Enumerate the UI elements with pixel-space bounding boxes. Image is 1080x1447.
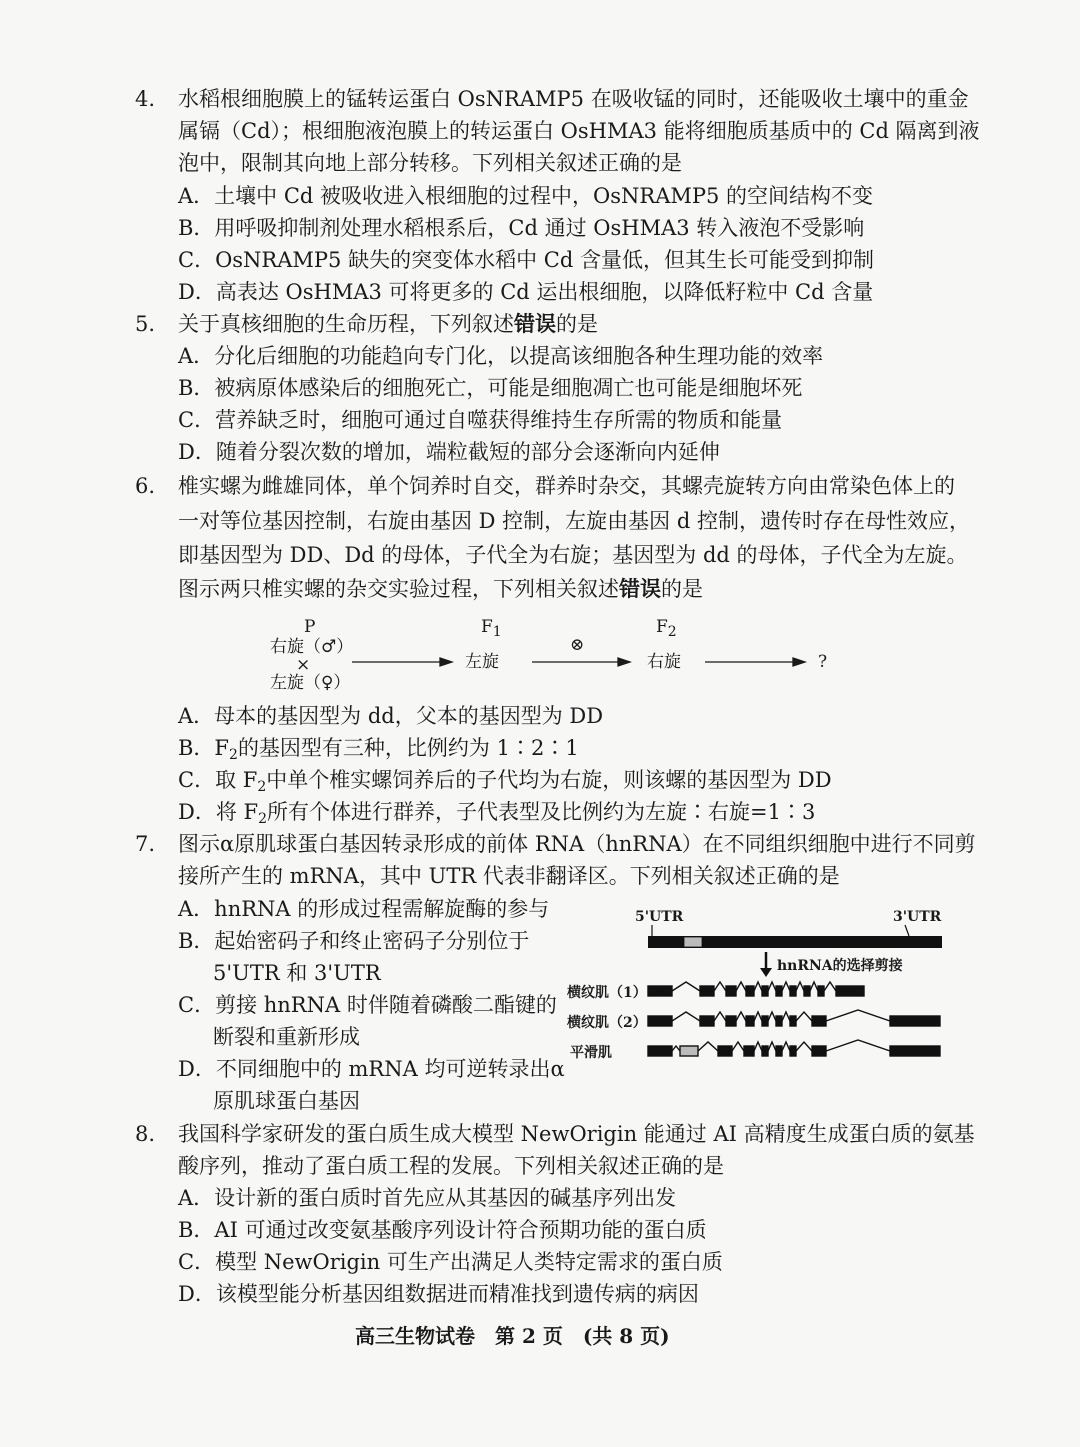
- q4-option-c: C．OsNRAMP5 缺失的突变体水稻中 Cd 含量低，但其生长可能受到抑制: [178, 248, 874, 272]
- q4-option-d: D．高表达 OsHMA3 可将更多的 Cd 运出根细胞，以降低籽粒中 Cd 含量: [178, 280, 874, 304]
- q6-option-c-text: 中单个椎实螺饲养后的子代均为右旋，则该螺的基因型为 DD: [266, 768, 832, 792]
- q8-option-c: C．模型 NewOrigin 可生产出满足人类特定需求的蛋白质: [178, 1250, 723, 1274]
- q6-option-c-subscript: 2: [257, 779, 267, 795]
- q7-row-2-mrna: [648, 1010, 940, 1026]
- q6-f2-letter: F: [656, 617, 668, 637]
- q7-option-b-continued: 5'UTR 和 3'UTR: [213, 961, 381, 985]
- q7-option-d: D．不同细胞中的 mRNA 均可逆转录出α: [178, 1057, 565, 1081]
- q6-stem-line-3: 即基因型为 DD、Dd 的母体，子代全为右旋；基因型为 dd 的母体，子代全为左旋。: [178, 543, 968, 567]
- q7-figure-utr3-label: 3'UTR: [893, 909, 942, 925]
- q4-stem-line-2: 属镉（Cd）；根细胞液泡膜上的转运蛋白 OsHMA3 能将细胞质基质中的 Cd 隔离到液: [178, 119, 980, 143]
- q8-stem-line-1: 我国科学家研发的蛋白质生成大模型 NewOrigin 能通过 AI 高精度生成蛋白质的氨基: [178, 1122, 975, 1146]
- q6-self-cross-symbol: ⊗: [570, 635, 585, 655]
- q5-stem-end: 的是: [556, 312, 598, 336]
- q8-option-b: B．AI 可通过改变氨基酸序列设计符合预期功能的蛋白质: [178, 1218, 707, 1242]
- q4-option-a: A．土壤中 Cd 被吸收进入根细胞的过程中，OsNRAMP5 的空间结构不变: [178, 184, 874, 208]
- q7-option-c: C．剪接 hnRNA 时伴随着磷酸二酯键的: [178, 993, 557, 1017]
- q7-figure-utr5-label: 5'UTR: [635, 909, 684, 925]
- q6-option-b-prefix: B．F: [178, 736, 230, 760]
- q6-stem-emphasis: 错误: [619, 576, 661, 601]
- q6-f2-subscript: 2: [667, 624, 677, 640]
- q8-number: 8.: [135, 1122, 156, 1146]
- q4-stem-line-3: 泡中，限制其向地上部分转移。下列相关叙述正确的是: [178, 151, 682, 175]
- q8-stem-line-2: 酸序列，推动了蛋白质工程的发展。下列相关叙述正确的是: [178, 1154, 724, 1178]
- q7-stem-line-2: 接所产生的 mRNA，其中 UTR 代表非翻译区。下列相关叙述正确的是: [178, 864, 840, 888]
- page-footer: 高三生物试卷 第 2 页 (共 8 页): [355, 1324, 670, 1348]
- q5-option-a: A．分化后细胞的功能趋向专门化，以提高该细胞各种生理功能的效率: [178, 344, 824, 368]
- q5-option-c: C．营养缺乏时，细胞可通过自噬获得维持生存所需的物质和能量: [178, 408, 783, 432]
- q6-option-b-text: 的基因型有三种，比例约为 1∶2∶1: [237, 736, 579, 760]
- q6-stem-line-2: 一对等位基因控制，右旋由基因 D 控制，左旋由基因 d 控制，遗传时存在母性效应，: [178, 509, 970, 533]
- q7-splice-arrowhead: [760, 968, 772, 977]
- q5-stem-emphasis: 错误: [514, 311, 556, 336]
- q6-option-d-prefix: D．将 F: [178, 800, 259, 824]
- q5-stem-text: 关于真核细胞的生命历程，下列叙述: [178, 312, 514, 336]
- q6-f1-letter: F: [481, 617, 493, 637]
- q7-hnrna-hatched-exon: [684, 937, 702, 947]
- q6-number: 6.: [135, 474, 156, 498]
- q6-option-c-prefix: C．取 F: [178, 768, 258, 792]
- q6-option-b-subscript: 2: [229, 747, 238, 763]
- q7-number: 7.: [135, 832, 156, 856]
- q6-stem-line-1: 椎实螺为雌雄同体，单个饲养时自交，群养时杂交，其螺壳旋转方向由常染色体上的: [178, 474, 955, 498]
- q7-option-a: A．hnRNA 的形成过程需解旋酶的参与: [178, 897, 550, 921]
- q7-option-c-continued: 断裂和重新形成: [213, 1025, 360, 1049]
- q7-row-3-mrna: [648, 1040, 940, 1056]
- q6-stem-end: 的是: [661, 577, 703, 601]
- q7-utr3-pointer: [905, 925, 909, 936]
- q4-stem-line-1: 水稻根细胞膜上的锰转运蛋白 OsNRAMP5 在吸收锰的同时，还能吸收土壤中的重金: [178, 87, 969, 111]
- q7-option-b: B．起始密码子和终止密码子分别位于: [178, 929, 530, 953]
- q6-option-d-subscript: 2: [258, 811, 268, 827]
- q7-figure-row-label-2: 横纹肌（2）: [567, 1015, 647, 1031]
- q7-figure-row-label-3: 平滑肌: [570, 1045, 612, 1061]
- q5-option-d: D．随着分裂次数的增加，端粒截短的部分会逐渐向内延伸: [178, 440, 720, 464]
- q6-p-male: 右旋（♂）: [270, 637, 354, 657]
- q7-figure-splice-label: hnRNA的选择剪接: [777, 958, 903, 974]
- q6-f1-subscript: 1: [492, 624, 502, 640]
- q6-f2-phenotype: 右旋: [647, 652, 681, 672]
- q4-number: 4.: [135, 87, 156, 111]
- q7-stem-line-1: 图示α原肌球蛋白基因转录形成的前体 RNA（hnRNA）在不同组织细胞中进行不同剪: [178, 832, 976, 856]
- q6-unknown-offspring: ?: [818, 652, 828, 672]
- q5-number: 5.: [135, 312, 156, 336]
- q6-p-female: 左旋（♀）: [270, 673, 351, 693]
- q8-option-d: D．该模型能分析基因组数据进而精准找到遗传病的病因: [178, 1282, 699, 1306]
- q7-figure-row-label-1: 横纹肌（1）: [567, 985, 647, 1001]
- q6-option-d-text: 所有个体进行群养，子代表型及比例约为左旋∶右旋=1∶3: [267, 800, 816, 824]
- q4-option-b: B．用呼吸抑制剂处理水稻根系后，Cd 通过 OsHMA3 转入液泡不受影响: [178, 216, 865, 240]
- q6-p-label: P: [304, 617, 316, 637]
- q6-f1-phenotype: 左旋: [465, 652, 499, 672]
- q6-cross-symbol: ×: [296, 655, 311, 675]
- q5-option-b: B．被病原体感染后的细胞死亡，可能是细胞凋亡也可能是细胞坏死: [178, 376, 803, 400]
- q6-option-a: A．母本的基因型为 dd，父本的基因型为 DD: [178, 704, 604, 728]
- q7-option-d-continued: 原肌球蛋白基因: [213, 1089, 360, 1113]
- q8-option-a: A．设计新的蛋白质时首先应从其基因的碱基序列出发: [178, 1186, 677, 1210]
- q6-stem-text: 图示两只椎实螺的杂交实验过程，下列相关叙述: [178, 577, 619, 601]
- q7-row-1-mrna: [648, 982, 864, 996]
